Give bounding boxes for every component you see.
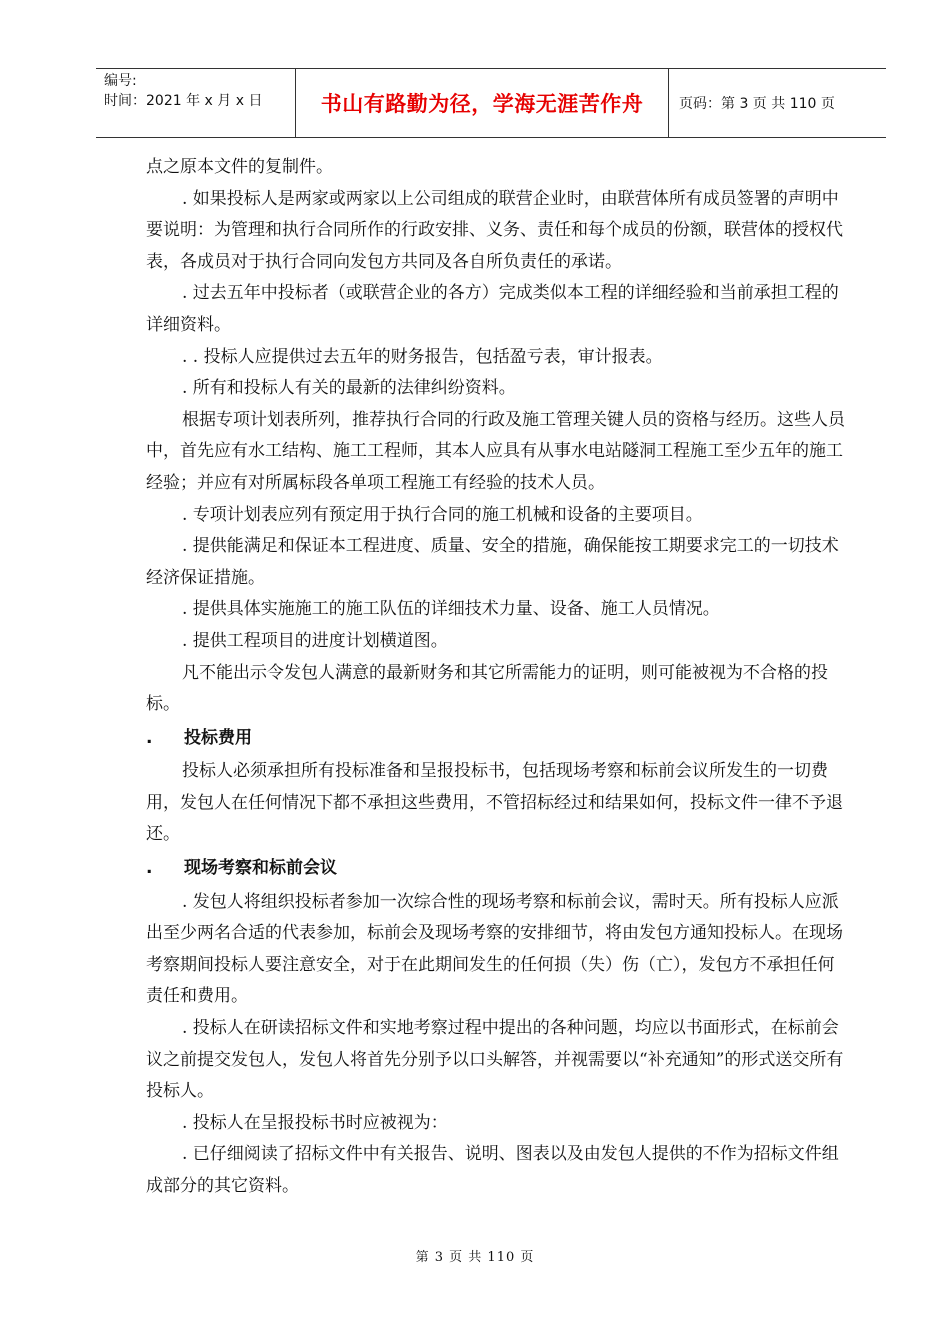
time-label: 时间：2021 年 x 月 x 日 — [104, 93, 263, 109]
section-heading-bid-cost — [146, 723, 846, 755]
paragraph: . 投标人在研读招标文件和实地考察过程中提出的各种问题，均应以书面形式，在标前会议之前提交发包人，发包人将首先分别予以口头解答，并视需要以“补充通知”的形式送交所有投标人。 — [146, 1018, 844, 1102]
header-motto: 书山有路勤为径，学海无涯苦作舟 — [296, 69, 669, 137]
paragraph: 根据专项计划表所列，推荐执行合同的行政及施工管理关键人员的资格与经历。这些人员中，首先应有水工结构、施工工程师，其本人应具有从事水电站隧洞工程施工至少五年的施工经验；并应有对所属标段各单项工程施工有经验的技术人员。 — [146, 409, 845, 493]
section-bullet: . — [146, 858, 153, 879]
section-title: 投标费用 — [184, 727, 252, 748]
section-title: 现场考察和标前会议 — [184, 858, 337, 879]
paragraph: 凡不能出示令发包人满意的最新财务和其它所需能力的证明，则可能被视为不合格的投标。 — [146, 662, 828, 715]
paragraph: . . 投标人应提供过去五年的财务报告，包括盈亏表，审计报表。 — [182, 346, 663, 367]
paragraph: 投标人必须承担所有投标准备和呈报投标书，包括现场考察和标前会议所发生的一切费用，发包人在任何情况下都不承担这些费用，不管招标经过和结果如何，投标文件一律不予退还。 — [146, 761, 843, 845]
paragraph: . 提供工程项目的进度计划横道图。 — [182, 630, 448, 651]
paragraph: . 如果投标人是两家或两家以上公司组成的联营企业时，由联营体所有成员签署的声明中要说明：为管理和执行合同所作的行政安排、义务、责任和每个成员的份额，联营体的授权代表，各成员对于执行合同向发包方共同及各自所负责任的承诺。 — [146, 188, 843, 272]
code-label: 编号: — [104, 73, 137, 89]
header-page-info: 页码：第 3 页 共 110 页 — [679, 96, 835, 112]
paragraph: . 所有和投标人有关的最新的法律纠纷资料。 — [182, 378, 516, 399]
header-meta — [96, 69, 296, 137]
page-footer: 第 3 页 共 110 页 — [415, 1250, 535, 1265]
section-heading-site-visit — [146, 853, 846, 885]
paragraph: . 专项计划表应列有预定用于执行合同的施工机械和设备的主要项目。 — [182, 504, 703, 525]
paragraph: . 发包人将组织投标者参加一次综合性的现场考察和标前会议，需时天。所有投标人应派出至少两名合适的代表参加，标前会及现场考察的安排细节，将由发包方通知投标人。在现场考察期间投标人要注意安全，对于在此期间发生的任何损（失）伤（亡），发包方不承担任何责任和费用。 — [146, 891, 843, 1007]
paragraph: . 过去五年中投标者（或联营企业的各方）完成类似本工程的详细经验和当前承担工程的详细资料。 — [146, 283, 839, 335]
paragraph: . 提供能满足和保证本工程进度、质量、安全的措施，确保能按工期要求完工的一切技术经济保证措施。 — [146, 536, 839, 588]
document-body — [146, 152, 846, 1203]
paragraph: . 已仔细阅读了招标文件中有关报告、说明、图表以及由发包人提供的不作为招标文件组成部分的其它资料。 — [146, 1144, 839, 1196]
section-bullet: . — [146, 727, 153, 748]
page-header — [96, 68, 886, 138]
paragraph: 点之原本文件的复制件。 — [146, 157, 333, 177]
paragraph: . 投标人在呈报投标书时应被视为： — [182, 1112, 448, 1133]
paragraph: . 提供具体实施施工的施工队伍的详细技术力量、设备、施工人员情况。 — [182, 599, 720, 620]
